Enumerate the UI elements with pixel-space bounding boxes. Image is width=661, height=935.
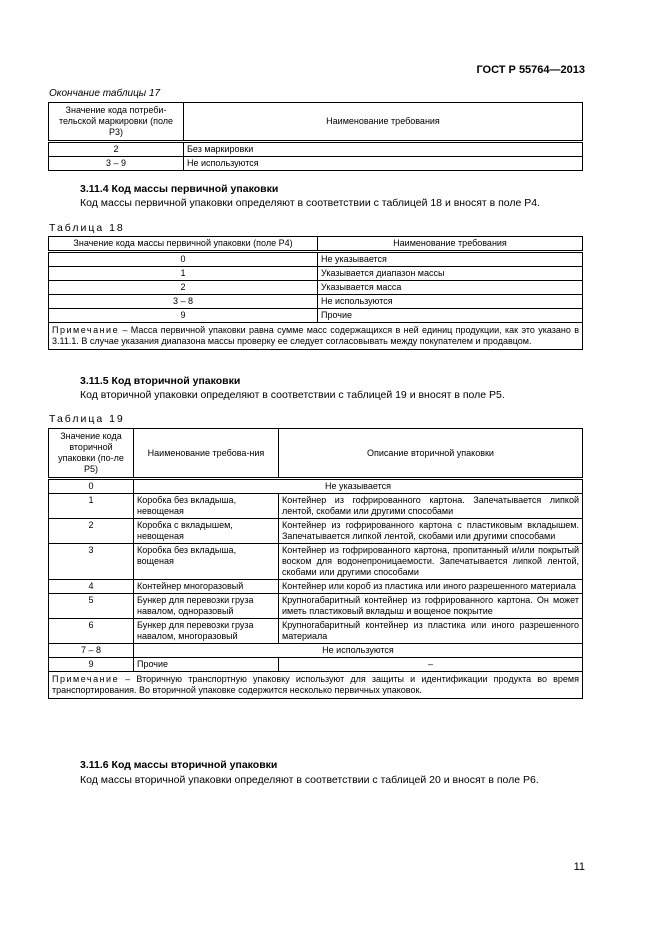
table19-col2-header: Наименование требова-ния xyxy=(134,429,279,479)
table-row xyxy=(49,252,583,267)
table19-merged: Не указывается xyxy=(134,479,583,494)
table-row xyxy=(49,494,583,519)
table17-caption: Окончание таблицы 17 xyxy=(49,88,161,99)
table19-note xyxy=(49,672,583,699)
table19-caption: Таблица 19 xyxy=(49,413,125,425)
table-row xyxy=(49,644,583,658)
table18-note xyxy=(49,323,583,350)
table-row xyxy=(49,142,583,157)
table18-col1-header: Значение кода массы первичной упаковки (поле Р4) xyxy=(49,237,318,252)
table19-code: 4 xyxy=(49,580,134,594)
table-17 xyxy=(48,102,583,171)
table19-name: Бункер для перевозки груза навалом, одноразовый xyxy=(134,594,279,619)
page-number: 11 xyxy=(573,861,585,873)
table19-col3-header: Описание вторичной упаковки xyxy=(279,429,583,479)
table19-name: Бункер для перевозки груза навалом, многоразовый xyxy=(134,619,279,644)
table-row xyxy=(49,544,583,580)
table18-col2-header: Наименование требования xyxy=(318,237,583,252)
section-3116-text: Код массы вторичной упаковки определяют в соответствии с таблицей 20 и вносят в поле Р6. xyxy=(80,774,539,786)
table19-desc: Контейнер из гофрированного картона, пропитанный и/или покрытый воском для водонепроницаемости. Запечатывается липкой лентой, скобами или другими способами xyxy=(279,544,583,580)
table19-name: Коробка с вкладышем, невощеная xyxy=(134,519,279,544)
note-text: – Вторичную транспортную упаковку используют для защиты и идентификации продукта во время транспортирования. Во вторичной упаковке содержится несколько первичных упаковок. xyxy=(52,674,579,695)
table17-code: 2 xyxy=(49,142,184,157)
table19-name: Прочие xyxy=(134,658,279,672)
section-3114-text: Код массы первичной упаковки определяют в соответствии с таблицей 18 и вносят в поле Р4. xyxy=(80,197,541,209)
table19-name: Коробка без вкладыша, вощеная xyxy=(134,544,279,580)
table18-code: 2 xyxy=(49,281,318,295)
table-row xyxy=(49,479,583,494)
table17-name: Не используются xyxy=(184,157,583,171)
table18-caption: Таблица 18 xyxy=(49,222,125,234)
table17-name: Без маркировки xyxy=(184,142,583,157)
table18-name: Указывается диапазон массы xyxy=(318,267,583,281)
table18-name: Не указывается xyxy=(318,252,583,267)
table19-col1-header: Значение кода вторичной упаковки (по-ле Р5) xyxy=(49,429,134,479)
section-3114-heading: 3.11.4 Код массы первичной упаковки xyxy=(80,183,279,195)
table18-name: Указывается масса xyxy=(318,281,583,295)
table19-code: 7 – 8 xyxy=(49,644,134,658)
section-3115-text: Код вторичной упаковки определяют в соответствии с таблицей 19 и вносят в поле Р5. xyxy=(80,389,505,401)
table-row xyxy=(49,157,583,171)
note-text: – Масса первичной упаковки равна сумме масс содержащихся в ней единиц продукции, как это указано в 3.11.1. В случае указания диапазона массы проверку ее следует согласовывать между покупателем и продавцом. xyxy=(52,325,579,346)
table19-desc: – xyxy=(279,658,583,672)
table17-code: 3 – 9 xyxy=(49,157,184,171)
table-row xyxy=(49,594,583,619)
table19-code: 5 xyxy=(49,594,134,619)
table19-name: Контейнер многоразовый xyxy=(134,580,279,594)
table19-merged: Не используются xyxy=(134,644,583,658)
table19-code: 2 xyxy=(49,519,134,544)
table-18 xyxy=(48,236,583,350)
table18-code: 9 xyxy=(49,309,318,323)
section-3115-heading: 3.11.5 Код вторичной упаковки xyxy=(80,375,241,387)
table-row xyxy=(49,658,583,672)
standard-number: ГОСТ Р 55764—2013 xyxy=(476,64,585,76)
table18-code: 1 xyxy=(49,267,318,281)
table19-code: 0 xyxy=(49,479,134,494)
table-19 xyxy=(48,428,583,699)
table18-name: Не используются xyxy=(318,295,583,309)
table19-desc: Крупногабаритный контейнер из гофрированного картона. Он может иметь пластиковый вкладыш и вощеное покрытие xyxy=(279,594,583,619)
table-row xyxy=(49,619,583,644)
table19-desc: Контейнер из гофрированного картона с пластиковым вкладышем. Запечатывается липкой лентой, скобами или другими способами xyxy=(279,519,583,544)
table19-desc: Крупногабаритный контейнер из пластика или иного разрешенного материала xyxy=(279,619,583,644)
table19-desc: Контейнер из гофрированного картона. Запечатывается липкой лентой, скобами или другими способами xyxy=(279,494,583,519)
table19-code: 1 xyxy=(49,494,134,519)
table19-desc: Контейнер или короб из пластика или иного разрешенного материала xyxy=(279,580,583,594)
note-label: Примечание xyxy=(52,325,120,335)
table-row xyxy=(49,295,583,309)
table-row xyxy=(49,267,583,281)
table17-col1-header: Значение кода потреби-тельской маркировки (поле Р3) xyxy=(49,103,184,142)
section-3116-heading: 3.11.6 Код массы вторичной упаковки xyxy=(80,759,278,771)
table18-code: 3 – 8 xyxy=(49,295,318,309)
table-row xyxy=(49,309,583,323)
table19-code: 9 xyxy=(49,658,134,672)
table17-col2-header: Наименование требования xyxy=(184,103,583,142)
table18-code: 0 xyxy=(49,252,318,267)
table19-code: 6 xyxy=(49,619,134,644)
table-row xyxy=(49,519,583,544)
table19-name: Коробка без вкладыша, невощеная xyxy=(134,494,279,519)
note-label: Примечание xyxy=(52,674,120,684)
table18-name: Прочие xyxy=(318,309,583,323)
table-row xyxy=(49,281,583,295)
table-row xyxy=(49,580,583,594)
table19-code: 3 xyxy=(49,544,134,580)
